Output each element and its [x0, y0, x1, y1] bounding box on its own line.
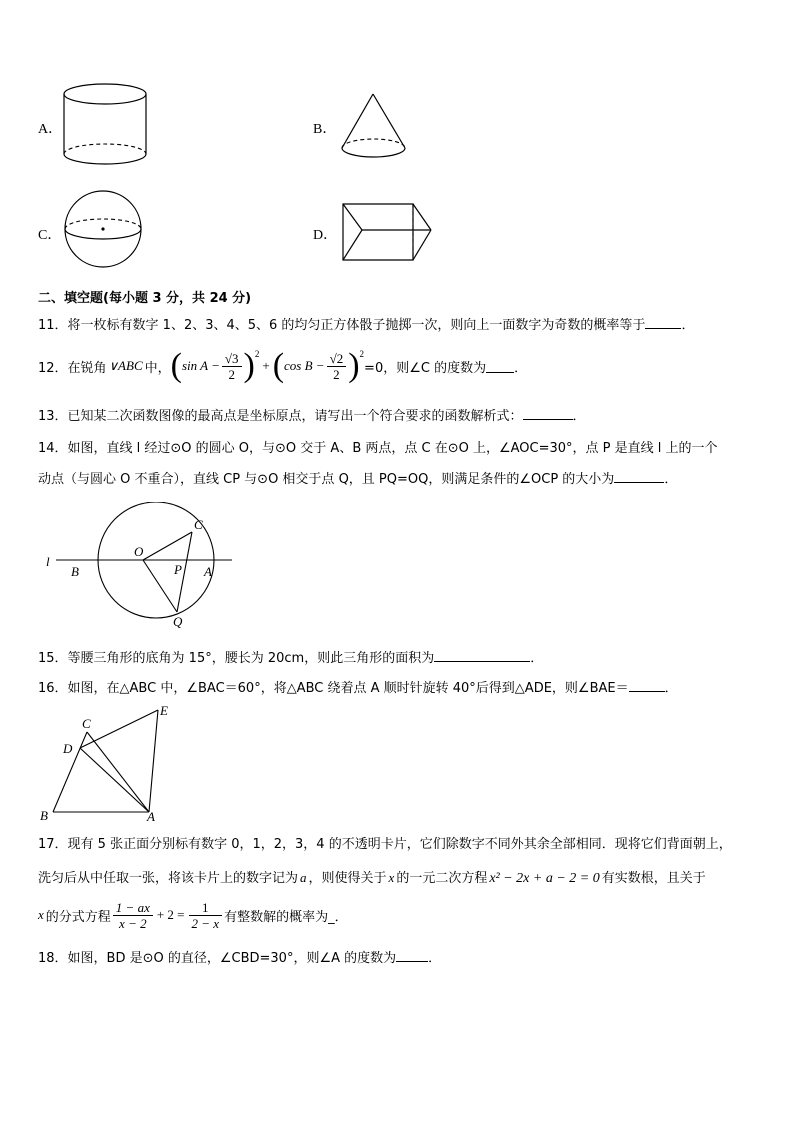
q12-zhong: 中，: [144, 360, 171, 376]
question-17-line2: [38, 867, 706, 887]
fig14-label-a: A: [204, 564, 212, 579]
q12-paren-open-1: (: [170, 347, 182, 384]
q14-end: ．: [664, 472, 678, 487]
q18-answer-blank[interactable]: [396, 949, 428, 962]
q17-f1den: x − 2: [119, 915, 147, 931]
q13-text: 13．已知某二次函数图像的最高点是坐标原点，请写出一个符合要求的函数解析式：: [38, 409, 523, 424]
fig14-label-b: B: [71, 564, 79, 579]
fig16-label-e: E: [160, 703, 168, 718]
q17-line2d: 有实数根，且关于: [601, 871, 706, 886]
question-11: [38, 314, 694, 333]
q12-sin: sin A −: [181, 358, 220, 373]
q15-answer-blank[interactable]: [434, 649, 530, 662]
q12-paren-close-1: ): [243, 347, 255, 384]
q12-exp-1: 2: [254, 349, 260, 359]
q16-text: 16．如图，在△ABC 中，∠BAC＝60°，将△ABC 绕着点 A 顺时针旋转 40°后得到△ADE，则∠BAE＝: [38, 681, 629, 696]
q11-answer-blank[interactable]: [645, 316, 681, 329]
figure-16: [36, 702, 186, 826]
fig16-label-d: D: [63, 741, 73, 756]
option-b-label[interactable]: B．: [313, 122, 337, 137]
fig14-label-q: Q: [173, 614, 183, 629]
q16-answer-blank[interactable]: [629, 679, 665, 692]
question-13: [38, 405, 586, 424]
fig14-label-p: P: [174, 562, 182, 577]
option-a-label[interactable]: A．: [38, 122, 63, 137]
q12-end: ．: [514, 360, 528, 376]
fig14-label-c: C: [194, 517, 203, 532]
fig16-label-a: A: [147, 809, 155, 824]
q14-answer-blank[interactable]: [614, 470, 664, 483]
q12-prefix: 12．在锐角: [38, 360, 107, 376]
q11-text: 11．将一枚标有数字 1、2、3、4、5、6 的均匀正方体骰子抛掷一次，则向上一面数字为奇数的概率等于: [38, 318, 646, 333]
q12-triangle: ∨ABC: [108, 358, 143, 373]
fig16-label-c: C: [82, 716, 91, 731]
question-14-line2: [38, 468, 677, 487]
q12-paren-open-2: (: [272, 347, 285, 384]
prism-figure: [340, 200, 436, 264]
q12-exp-2: 2: [359, 349, 365, 359]
question-17-line3: [38, 898, 348, 932]
q12-eq: =0，则∠C 的度数为: [364, 360, 487, 376]
q11-end: ．: [681, 318, 695, 333]
q17-line3b: 有整数解的概率为_．: [224, 909, 348, 925]
q17-line2c: 的一元二次方程: [396, 871, 488, 886]
q12-frac-sqrt2: [327, 351, 347, 382]
q17-f1num: 1 − ax: [113, 900, 153, 916]
cylinder-figure: [62, 82, 154, 170]
q12-frac-sqrt3: [222, 351, 242, 382]
q15-end: ．: [530, 651, 544, 666]
question-12: [38, 343, 527, 389]
fig16-label-b: B: [40, 808, 48, 823]
q17-f2den: 2 − x: [191, 915, 220, 931]
q12-sqrt2: √2: [327, 351, 347, 367]
q12-cos: cos B −: [284, 358, 325, 373]
sphere-figure: [62, 188, 146, 272]
q17-quadratic: x² − 2x + a − 2 = 0: [489, 871, 600, 886]
q17-f2num: 1: [189, 900, 223, 916]
figure-14: [40, 502, 250, 634]
q16-end: ．: [664, 681, 678, 696]
cone-figure: [338, 92, 410, 164]
q13-answer-blank[interactable]: [523, 407, 573, 420]
question-18: [38, 947, 441, 966]
q12-plus: +: [262, 358, 270, 373]
option-c-label[interactable]: C．: [38, 228, 62, 243]
q12-answer-blank[interactable]: [486, 360, 514, 373]
section-title: 二、填空题(每小题 3 分，共 24 分): [38, 291, 252, 306]
q17-var-a: a: [300, 870, 307, 885]
q14-line2: 动点（与圆心 O 不重合），直线 CP 与⊙O 相交于点 Q，且 PQ=OQ，则满足条件的∠OCP 的大小为: [38, 472, 615, 487]
question-16: [38, 677, 678, 696]
q17-line2a: 洗匀后从中任取一张，将该卡片上的数字记为: [38, 871, 299, 886]
question-15: [38, 647, 543, 666]
q17-var-x-2: x: [38, 907, 44, 922]
q17-plus2: + 2 =: [156, 907, 185, 922]
q12-two-2: 2: [333, 366, 340, 382]
option-d-label[interactable]: D．: [313, 228, 338, 243]
q18-end: ．: [428, 951, 442, 966]
q17-line2b: ，则使得关于: [308, 871, 387, 886]
q12-paren-close-2: ): [348, 347, 360, 384]
q14-line1: 14．如图，直线 l 经过⊙O 的圆心 O，与⊙O 交于 A、B 两点，点 C 在⊙O 上，∠AOC=30°，点 P 是直线 l 上的一个: [38, 441, 718, 456]
q17-frac-2: [189, 900, 223, 931]
q17-line3a: 的分式方程: [45, 909, 111, 925]
q15-text: 15．等腰三角形的底角为 15°，腰长为 20cm，则此三角形的面积为: [38, 651, 435, 666]
fig14-label-l: l: [46, 554, 50, 569]
q13-end: ．: [572, 409, 586, 424]
fig14-label-o: O: [134, 544, 144, 559]
q12-two-1: 2: [228, 366, 235, 382]
q17-var-x: x: [388, 870, 395, 885]
q17-frac-1: [113, 900, 153, 931]
q18-text: 18．如图，BD 是⊙O 的直径，∠CBD=30°，则∠A 的度数为: [38, 951, 397, 966]
q17-line1: 17．现有 5 张正面分别标有数字 0，1，2，3，4 的不透明卡片，它们除数字不同外其余全部相同．现将它们背面朝上，: [38, 837, 732, 852]
q12-sqrt3: √3: [222, 351, 242, 367]
